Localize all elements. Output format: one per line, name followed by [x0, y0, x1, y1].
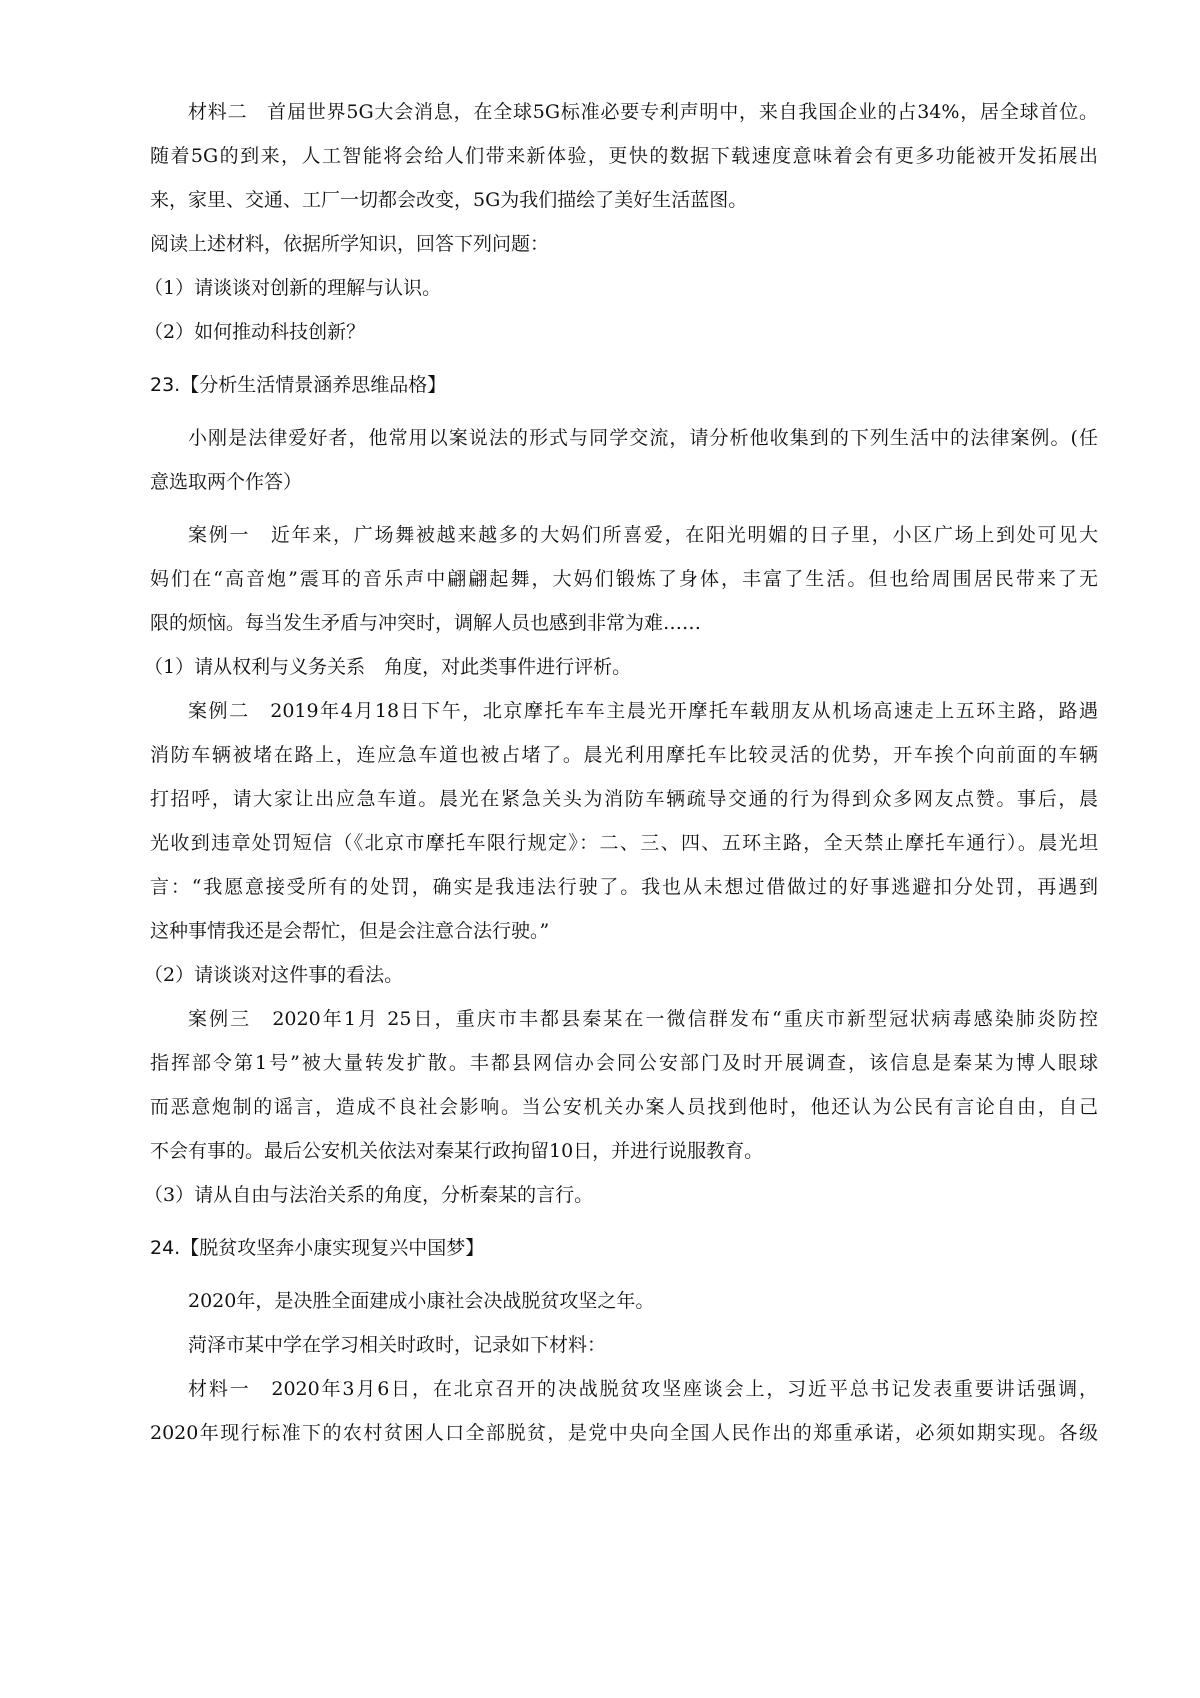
case-one-line-1: 案例一 近年来，广场舞被越来越多的大妈们所喜爱，在阳光明媚的日子里，小区广场上到处可见大 [188, 524, 1098, 546]
case-three-line-2: 指挥部令第1号”被大量转发扩散。丰都县网信办会同公安部门及时开展调查，该信息是秦某为博人眼球 [150, 1052, 1098, 1074]
q24-material-one-line-2: 2020年现行标准下的农村贫困人口全部脱贫，是党中央向全国人民作出的郑重承诺，必须如期实现。各级 [150, 1422, 1098, 1444]
case-two-line-1: 案例二 2019年4月18日下午，北京摩托车车主晨光开摩托车载朋友从机场高速走上五环主路，路遇 [188, 700, 1098, 722]
case-one-line-3: 限的烦恼。每当发生矛盾与冲突时，调解人员也感到非常为难…… [150, 612, 702, 634]
case-two-line-3: 打招呼，请大家让出应急车道。晨光在紧急关头为消防车辆疏导交通的行为得到众多网友点赞。事后，晨 [150, 788, 1098, 810]
q23-intro-line-1: 小刚是法律爱好者，他常用以案说法的形式与同学交流，请分析他收集到的下列生活中的法律案例。(任 [188, 427, 1098, 449]
case-one-line-2: 妈们在“高音炮”震耳的音乐声中翩翩起舞，大妈们锻炼了身体，丰富了生活。但也给周围居民带来了无 [150, 568, 1098, 590]
case-three-line-1: 案例三 2020年1月 25日，重庆市丰都县秦某在一微信群发布“重庆市新型冠状病毒感染肺炎防控 [188, 1008, 1098, 1030]
material-two-line-3: 来，家里、交通、工厂一切都会改变，5G为我们描绘了美好生活蓝图。 [150, 189, 748, 211]
case-two-line-6: 这种事情我还是会帮忙，但是会注意合法行驶。” [150, 920, 550, 942]
case-two-line-5: 言：“我愿意接受所有的处罚，确实是我违法行驶了。我也从未想过借做过的好事逃避扣分处罚，再遇到 [150, 876, 1098, 898]
case-three-line-4: 不会有事的。最后公安机关依法对秦某行政拘留10日，并进行说服教育。 [150, 1140, 764, 1162]
material-two-line-1: 材料二 首届世界5G大会消息，在全球5G标准必要专利声明中，来自我国企业的占34%，居全球首位。 [188, 101, 1098, 123]
question-24-heading: 24.【脱贫攻坚奔小康实现复兴中国梦】 [150, 1237, 485, 1259]
question-22-1: （1）请谈谈对创新的理解与认识。 [144, 277, 442, 299]
question-22-2: （2）如何推动科技创新？ [144, 321, 366, 343]
case-two-line-2: 消防车辆被堵在路上，连应急车道也被占堵了。晨光利用摩托车比较灵活的优势，开车挨个向前面的车辆 [150, 744, 1098, 766]
q24-intro-line-2: 菏泽市某中学在学习相关时政时，记录如下材料： [188, 1334, 607, 1356]
case-three-question: （3）请从自由与法治关系的角度，分析秦某的言行。 [144, 1184, 594, 1206]
question-23-heading: 23.【分析生活情景涵养思维品格】 [150, 374, 447, 396]
case-one-question: （1）请从权利与义务关系 角度，对此类事件进行评析。 [144, 656, 632, 678]
material-two-line-2: 随着5G的到来，人工智能将会给人们带来新体验，更快的数据下载速度意味着会有更多功能被开发拓展出 [150, 145, 1098, 167]
case-two-question: （2）请谈谈对这件事的看法。 [144, 964, 404, 986]
instruction-text: 阅读上述材料，依据所学知识，回答下列问题： [150, 233, 550, 255]
case-three-line-3: 而恶意炮制的谣言，造成不良社会影响。当公安机关办案人员找到他时，他还认为公民有言论自由，自己 [150, 1096, 1098, 1118]
q23-intro-line-2: 意选取两个作答） [150, 471, 303, 493]
document-page [144, 90, 1098, 1455]
q24-material-one-line-1: 材料一 2020年3月6日，在北京召开的决战脱贫攻坚座谈会上，习近平总书记发表重要讲话强调， [188, 1378, 1098, 1400]
q24-intro-line-1: 2020年，是决胜全面建成小康社会决战脱贫攻坚之年。 [188, 1290, 655, 1312]
case-two-line-4: 光收到违章处罚短信（《北京市摩托车限行规定》：二、三、四、五环主路，全天禁止摩托车通行）。晨光坦 [150, 832, 1098, 854]
